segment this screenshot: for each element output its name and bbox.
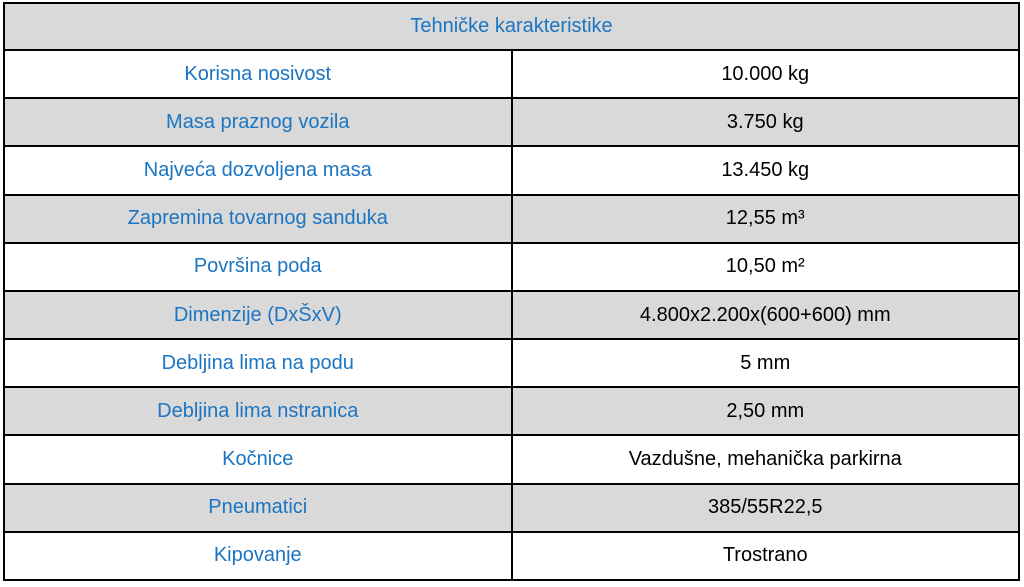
- spec-label: Zapremina tovarnog sanduka: [4, 195, 512, 243]
- spec-label: Najveća dozvoljena masa: [4, 146, 512, 194]
- spec-value: 10.000 kg: [512, 50, 1020, 98]
- spec-value: 3.750 kg: [512, 98, 1020, 146]
- spec-value: 4.800x2.200x(600+600) mm: [512, 291, 1020, 339]
- table-row: [4, 146, 1019, 194]
- table-row: [4, 532, 1019, 580]
- spec-value: 385/55R22,5: [512, 484, 1020, 532]
- table-title: Tehničke karakteristike: [4, 3, 1019, 50]
- table-row: [4, 243, 1019, 291]
- table-row: [4, 339, 1019, 387]
- spec-value: 12,55 m³: [512, 195, 1020, 243]
- spec-value: Vazdušne, mehanička parkirna: [512, 435, 1020, 483]
- table-row: [4, 195, 1019, 243]
- spec-label: Masa praznog vozila: [4, 98, 512, 146]
- spec-label: Površina poda: [4, 243, 512, 291]
- spec-value: Trostrano: [512, 532, 1020, 580]
- table-row: [4, 98, 1019, 146]
- table-row: [4, 291, 1019, 339]
- table-row: [4, 484, 1019, 532]
- spec-label: Kipovanje: [4, 532, 512, 580]
- spec-value: 10,50 m²: [512, 243, 1020, 291]
- table-row: [4, 50, 1019, 98]
- spec-label: Korisna nosivost: [4, 50, 512, 98]
- spec-value: 2,50 mm: [512, 387, 1020, 435]
- spec-label: Pneumatici: [4, 484, 512, 532]
- table-title-row: [4, 3, 1019, 50]
- spec-label: Dimenzije (DxŠxV): [4, 291, 512, 339]
- table-row: [4, 435, 1019, 483]
- technical-specs-table: [3, 2, 1020, 581]
- spec-label: Kočnice: [4, 435, 512, 483]
- table-row: [4, 387, 1019, 435]
- spec-label: Debljina lima nstranica: [4, 387, 512, 435]
- spec-value: 5 mm: [512, 339, 1020, 387]
- spec-value: 13.450 kg: [512, 146, 1020, 194]
- spec-label: Debljina lima na podu: [4, 339, 512, 387]
